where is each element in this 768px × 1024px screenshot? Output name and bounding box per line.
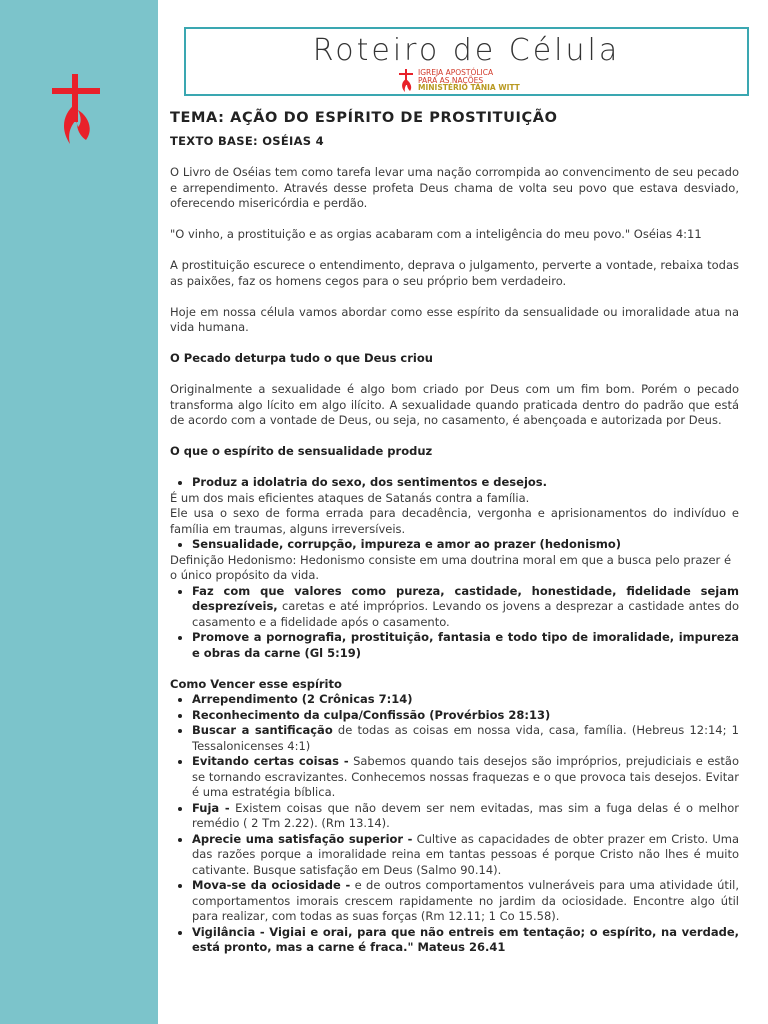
list-item: • Buscar a santificação de todas as coisas em nossa vida, casa, família. (Hebreus 12:14; 1 Tessalonicenses 4:1)	[192, 723, 739, 754]
effects-list	[170, 475, 739, 491]
victory-list	[170, 692, 739, 956]
quote-paragraph: "O vinho, a prostituição e as orgias acabaram com a inteligência do meu povo." Oséias 4:11	[170, 227, 702, 241]
page-title: Roteiro de Célula	[312, 33, 621, 68]
intro-paragraph: A prostituição escurece o entendimento, deprava o julgamento, perverte a vontade, rebaixa todas as paixões, faz os homens cegos para o seu próprio bem verdadeiro.	[170, 258, 739, 288]
church-logo	[398, 69, 528, 93]
sidebar	[0, 0, 158, 1024]
list-item: • Fuja - Existem coisas que não devem ser nem evitadas, mas sim a fuga delas é o melhor remédio ( 2 Tm 2.22). (Rm 13.14).	[192, 801, 739, 832]
list-item: • Vigilância - Vigiai e orai, para que não entreis em tentação; o espírito, na verdade, está pronto, mas a carne é fraca." Mateus 26.41	[192, 925, 739, 956]
list-detail: Definição Hedonismo: Hedonismo consiste em uma doutrina moral em que a busca pelo prazer é	[170, 552, 732, 567]
intro-paragraph: Hoje em nossa célula vamos abordar como esse espírito da sensualidade ou imoralidade atua na vida humana.	[170, 304, 739, 334]
list-detail: É um dos mais eficientes ataques de Satanás contra a família.	[170, 490, 530, 505]
list-item: • Sensualidade, corrupção, impureza e amor ao prazer (hedonismo)	[192, 537, 739, 553]
theme-heading: TEMA: AÇÃO DO ESPÍRITO DE PROSTITUIÇÃO	[170, 110, 558, 126]
effects-list	[170, 584, 739, 662]
effects-list	[170, 537, 739, 553]
list-item: • Reconhecimento da culpa/Confissão (Provérbios 28:13)	[192, 708, 739, 724]
cross-flame-small-icon	[398, 69, 414, 93]
base-text-heading: TEXTO BASE: OSÉIAS 4	[170, 134, 324, 148]
section-paragraph: Originalmente a sexualidade é algo bom criado por Deus com um fim bom. Porém o pecado transforma algo lícito em algo ilícito. A sexualidade quando praticada dentro do padrão que está de acordo com a vontade de Deus, ou seja, no casamento, é abençoada e autorizada por Deus.	[170, 382, 739, 427]
document-body	[170, 108, 739, 956]
header-box	[184, 27, 749, 96]
list-detail: o único propósito da vida.	[170, 568, 320, 582]
section-heading: O Pecado deturpa tudo o que Deus criou	[170, 351, 433, 365]
cross-flame-logo-icon	[48, 74, 104, 148]
intro-paragraph: O Livro de Oséias tem como tarefa levar uma nação corrompida ao convencimento de seu pecado e arrependimento. Através desse profeta Deus chama de volta seu povo que estava desviado, oferecendo misericórdia e perdão.	[170, 165, 739, 210]
list-item: • Mova-se da ociosidade - e de outros comportamentos vulneráveis para uma atividade útil, comportamentos imorais crescem rapidamente no jardim da ociosidade. Encontre algo útil para realizar, com todas as suas forças (Rm 12.11; 1 Co 15.58).	[192, 878, 739, 925]
section-heading: Como Vencer esse espírito	[170, 676, 342, 691]
list-item: • Arrependimento (2 Crônicas 7:14)	[192, 692, 739, 708]
list-item: • Aprecie uma satisfação superior - Cultive as capacidades de obter prazer em Cristo. Uma das razões porque a imoralidade reina em tantas pessoas é porque Cristo não lhes é muito cativante. Busque satisfação em Deus (Salmo 90.14).	[192, 832, 739, 879]
list-detail: Ele usa o sexo de forma errada para decadência, vergonha e aprisionamentos do indivíduo e família em traumas, alguns irreversíveis.	[170, 506, 739, 536]
church-name: IGREJA APOSTÓLICA PARA AS NAÇÕES MINISTÉRIO TÂNIA WITT	[418, 68, 520, 92]
section-heading: O que o espírito de sensualidade produz	[170, 444, 433, 458]
list-item: • Evitando certas coisas - Sabemos quando tais desejos são impróprios, prejudiciais e estão se tornando escravizantes. Conhecemos nossas fraquezas e o que provoca tais desejos. Evitar é uma estratégia bíblica.	[192, 754, 739, 801]
list-item: • Produz a idolatria do sexo, dos sentimentos e desejos.	[192, 475, 739, 491]
list-item: • Faz com que valores como pureza, castidade, honestidade, fidelidade sejam desprezíveis, caretas e até impróprios. Levando os jovens a desprezar a castidade antes do casamento e a fidelidade após o casamento.	[192, 584, 739, 631]
list-item: • Promove a pornografia, prostituição, fantasia e todo tipo de imoralidade, impureza e obras da carne (Gl 5:19)	[192, 630, 739, 661]
